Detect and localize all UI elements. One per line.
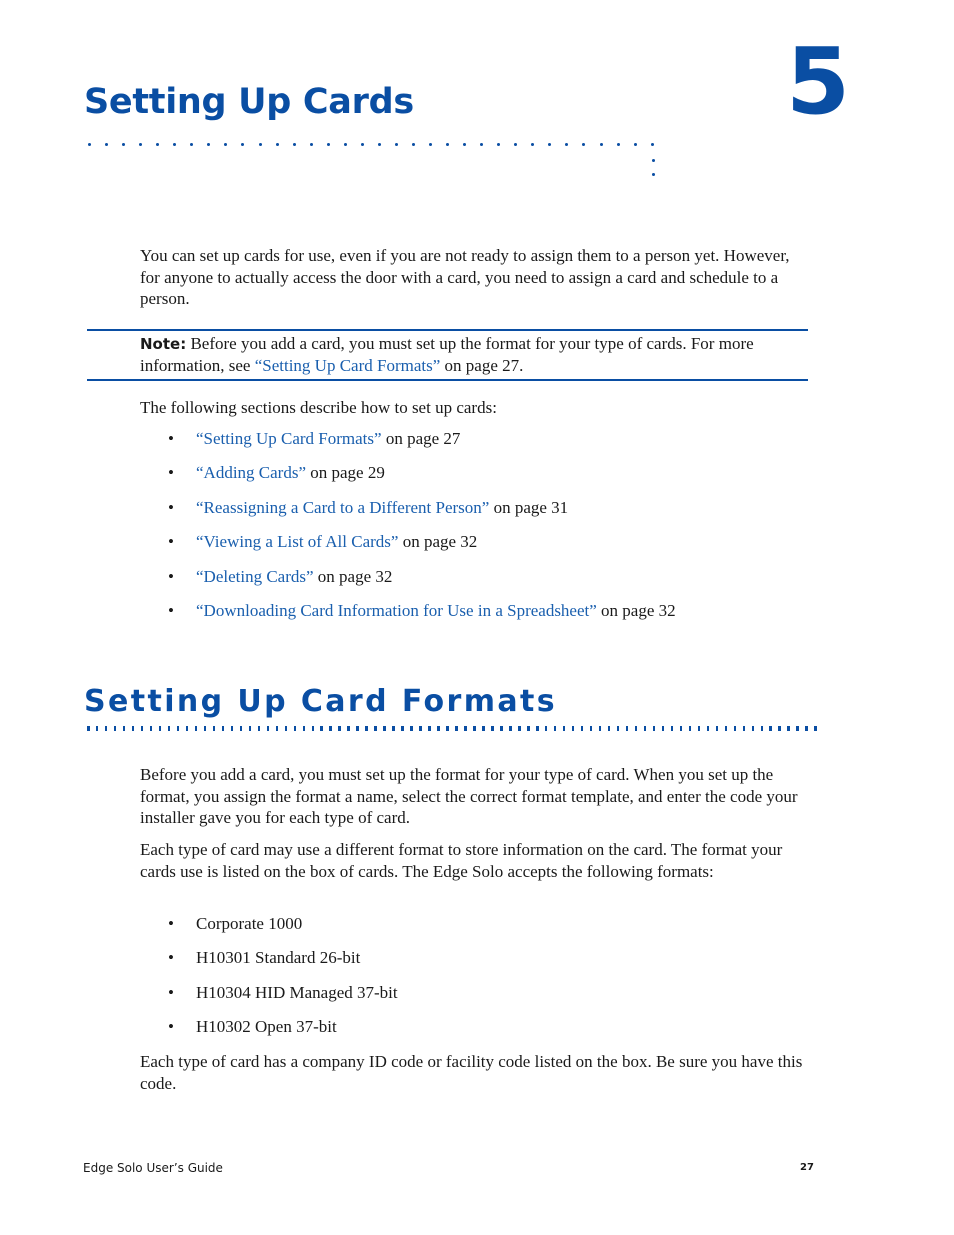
rule-dot bbox=[276, 726, 279, 731]
rule-dot bbox=[204, 726, 207, 731]
note-text bbox=[140, 333, 808, 377]
rule-dot bbox=[428, 726, 431, 731]
rule-dot bbox=[401, 726, 404, 731]
card-formats-paragraph-3: Each type of card has a company ID code or facility code listed on the box. Be sure you have this code. bbox=[140, 1052, 803, 1093]
rule-dot bbox=[518, 726, 521, 731]
rule-dot bbox=[796, 726, 799, 731]
rule-dot bbox=[105, 726, 108, 731]
rule-dot bbox=[132, 726, 135, 731]
chapter-title: Setting Up Cards bbox=[84, 82, 414, 122]
rule-dot bbox=[671, 726, 674, 731]
rule-dot bbox=[392, 726, 395, 731]
rule-dot bbox=[644, 726, 647, 731]
rule-dot bbox=[207, 143, 210, 146]
rule-dot bbox=[497, 143, 500, 146]
rule-dot bbox=[139, 143, 142, 146]
rule-dot bbox=[141, 726, 144, 731]
rule-dot bbox=[491, 726, 494, 731]
link-page-ref: on page 32 bbox=[313, 566, 393, 586]
section-link-list bbox=[168, 428, 676, 634]
rule-dot bbox=[122, 143, 125, 146]
rule-dot bbox=[87, 726, 90, 731]
rule-dot bbox=[617, 726, 620, 731]
bullet-icon: • bbox=[168, 982, 174, 1002]
rule-dot bbox=[446, 143, 449, 146]
rule-dot bbox=[249, 726, 252, 731]
rule-dot bbox=[173, 143, 176, 146]
rule-dot bbox=[412, 143, 415, 146]
rule-dot bbox=[241, 143, 244, 146]
rule-dot bbox=[293, 143, 296, 146]
bullet-icon: • bbox=[168, 948, 174, 968]
rule-dot bbox=[814, 726, 817, 731]
rule-dot bbox=[159, 726, 162, 731]
format-item: H10302 Open 37-bit bbox=[196, 1017, 337, 1037]
footer-page-number: 27 bbox=[800, 1162, 814, 1173]
rule-dot bbox=[231, 726, 234, 731]
list-item bbox=[168, 428, 676, 462]
rule-dot bbox=[383, 726, 386, 731]
rule-dot bbox=[536, 726, 539, 731]
sections-intro: The following sections describe how to set up cards: bbox=[140, 398, 497, 417]
bullet-icon: • bbox=[168, 600, 174, 620]
rule-dot bbox=[581, 726, 584, 731]
rule-dot bbox=[599, 726, 602, 731]
format-item: H10304 HID Managed 37-bit bbox=[196, 982, 398, 1002]
bullet-icon: • bbox=[168, 532, 174, 552]
rule-dot bbox=[653, 726, 656, 731]
rule-dot bbox=[395, 143, 398, 146]
rule-dot bbox=[769, 726, 772, 731]
rule-dot bbox=[213, 726, 216, 731]
list-item bbox=[168, 913, 398, 947]
rule-dot bbox=[114, 726, 117, 731]
note-text-after: on page 27. bbox=[440, 356, 524, 375]
rule-dot bbox=[565, 143, 568, 146]
rule-dot bbox=[195, 726, 198, 731]
rule-dot bbox=[150, 726, 153, 731]
rule-dot bbox=[240, 726, 243, 731]
rule-dot bbox=[105, 143, 108, 146]
rule-dot bbox=[347, 726, 350, 731]
rule-dot bbox=[365, 726, 368, 731]
rule-dot bbox=[778, 726, 781, 731]
list-item bbox=[168, 600, 676, 634]
rule-dot bbox=[554, 726, 557, 731]
rule-dot bbox=[344, 143, 347, 146]
note-box bbox=[87, 329, 808, 381]
rule-dot bbox=[680, 726, 683, 731]
link-adding-cards[interactable]: “Adding Cards” bbox=[196, 463, 307, 483]
rule-dot bbox=[327, 143, 330, 146]
rule-dot bbox=[752, 726, 755, 731]
rule-dot bbox=[652, 173, 655, 176]
rule-dot bbox=[480, 143, 483, 146]
link-setting-up-card-formats[interactable]: “Setting Up Card Formats” bbox=[196, 429, 382, 448]
rule-dot bbox=[156, 143, 159, 146]
bullet-icon: • bbox=[168, 463, 174, 483]
rule-dot bbox=[361, 143, 364, 146]
rule-dot bbox=[527, 726, 530, 731]
rule-dot bbox=[707, 726, 710, 731]
list-item bbox=[168, 947, 398, 981]
rule-dot bbox=[429, 143, 432, 146]
rule-dot bbox=[531, 143, 534, 146]
rule-dot bbox=[805, 726, 808, 731]
rule-dot bbox=[338, 726, 341, 731]
rule-dot bbox=[224, 143, 227, 146]
link-page-ref: on page 32 bbox=[398, 532, 478, 552]
note-text-before: Before you add a card, you must set up the format for your type of cards. For more information, see bbox=[140, 334, 754, 375]
rule-dot bbox=[743, 726, 746, 731]
rule-dot bbox=[698, 726, 701, 731]
rule-dot bbox=[88, 143, 91, 146]
rule-dot bbox=[500, 726, 503, 731]
rule-dot bbox=[419, 726, 422, 731]
rule-dot bbox=[310, 143, 313, 146]
list-item bbox=[168, 531, 676, 565]
list-item bbox=[168, 462, 676, 496]
format-item: H10301 Standard 26-bit bbox=[196, 948, 361, 968]
rule-dot bbox=[258, 726, 261, 731]
list-item bbox=[168, 497, 676, 531]
section-title: Setting Up Card Formats bbox=[84, 684, 558, 719]
note-label: Note: bbox=[140, 335, 187, 353]
rule-dot bbox=[590, 726, 593, 731]
link-reassigning-card[interactable]: “Reassigning a Card to a Different Person” bbox=[196, 497, 490, 517]
link-page-ref: on page 32 bbox=[596, 600, 676, 620]
rule-dot bbox=[626, 726, 629, 731]
rule-dot bbox=[186, 726, 189, 731]
card-formats-paragraph-2: Each type of card may use a different format to store information on the card. The format your cards use is listed on the box of cards. The Edge Solo accepts the following formats: bbox=[140, 840, 783, 881]
intro-paragraph: You can set up cards for use, even if you are not ready to assign them to a person yet. However, for anyone to actually access the door with a card, you need to assign a card and schedule to a person. bbox=[140, 246, 790, 308]
rule-dot bbox=[303, 726, 306, 731]
rule-dot bbox=[608, 726, 611, 731]
rule-dot bbox=[787, 726, 790, 731]
rule-dot bbox=[267, 726, 270, 731]
rule-dot bbox=[761, 726, 764, 731]
rule-dot bbox=[634, 143, 637, 146]
rule-dot bbox=[410, 726, 413, 731]
link-page-ref: on page 31 bbox=[489, 497, 569, 517]
rule-dot bbox=[329, 726, 332, 731]
rule-dot bbox=[563, 726, 566, 731]
format-item: Corporate 1000 bbox=[196, 914, 303, 933]
rule-dot bbox=[259, 143, 262, 146]
rule-dot bbox=[285, 726, 288, 731]
bullet-icon: • bbox=[168, 566, 174, 586]
rule-dot bbox=[378, 143, 381, 146]
bullet-icon: • bbox=[168, 497, 174, 517]
rule-dot bbox=[446, 726, 449, 731]
link-viewing-list-of-cards[interactable]: “Viewing a List of All Cards” bbox=[196, 532, 399, 552]
rule-dot bbox=[276, 143, 279, 146]
card-formats-paragraph-1: Before you add a card, you must set up the format for your type of card. When you set up the format, you assign the format a name, select the correct format template, and enter the code your installer gave you for each type of card. bbox=[140, 765, 798, 827]
rule-dot bbox=[455, 726, 458, 731]
rule-dot bbox=[725, 726, 728, 731]
rule-dot bbox=[464, 726, 467, 731]
rule-dot bbox=[689, 726, 692, 731]
link-page-ref: on page 27 bbox=[381, 429, 461, 448]
link-deleting-cards[interactable]: “Deleting Cards” bbox=[196, 566, 314, 586]
list-item bbox=[168, 566, 676, 600]
rule-dot bbox=[635, 726, 638, 731]
format-list bbox=[168, 913, 398, 1051]
rule-dot bbox=[548, 143, 551, 146]
rule-dot bbox=[463, 143, 466, 146]
rule-dot bbox=[662, 726, 665, 731]
rule-dot bbox=[190, 143, 193, 146]
rule-dot bbox=[651, 143, 654, 146]
list-item bbox=[168, 982, 398, 1016]
rule-dot bbox=[582, 143, 585, 146]
rule-dot bbox=[514, 143, 517, 146]
rule-dot bbox=[652, 159, 655, 162]
rule-dot bbox=[374, 726, 377, 731]
rule-dot bbox=[734, 726, 737, 731]
rule-dot bbox=[320, 726, 323, 731]
rule-dot bbox=[600, 143, 603, 146]
bullet-icon: • bbox=[168, 1017, 174, 1037]
list-item bbox=[168, 1016, 398, 1050]
rule-dot bbox=[509, 726, 512, 731]
rule-dot bbox=[312, 726, 315, 731]
rule-dot bbox=[222, 726, 225, 731]
rule-dot bbox=[473, 726, 476, 731]
footer-guide-name: Edge Solo User’s Guide bbox=[83, 1161, 223, 1175]
rule-dot bbox=[545, 726, 548, 731]
link-page-ref: on page 29 bbox=[306, 463, 385, 483]
rule-dot bbox=[437, 726, 440, 731]
rule-dot bbox=[572, 726, 575, 731]
rule-dot bbox=[168, 726, 171, 731]
bullet-icon: • bbox=[168, 429, 174, 448]
rule-dot bbox=[482, 726, 485, 731]
chapter-number: 5 bbox=[786, 28, 851, 135]
rule-dot bbox=[123, 726, 126, 731]
link-downloading-card-information[interactable]: “Downloading Card Information for Use in a Spreadsheet” bbox=[196, 600, 597, 620]
rule-dot bbox=[294, 726, 297, 731]
rule-dot bbox=[96, 726, 99, 731]
rule-dot bbox=[716, 726, 719, 731]
rule-dot bbox=[177, 726, 180, 731]
rule-dot bbox=[617, 143, 620, 146]
note-link-setting-up-card-formats[interactable]: “Setting Up Card Formats” bbox=[254, 356, 441, 375]
rule-dot bbox=[356, 726, 359, 731]
bullet-icon: • bbox=[168, 914, 174, 933]
